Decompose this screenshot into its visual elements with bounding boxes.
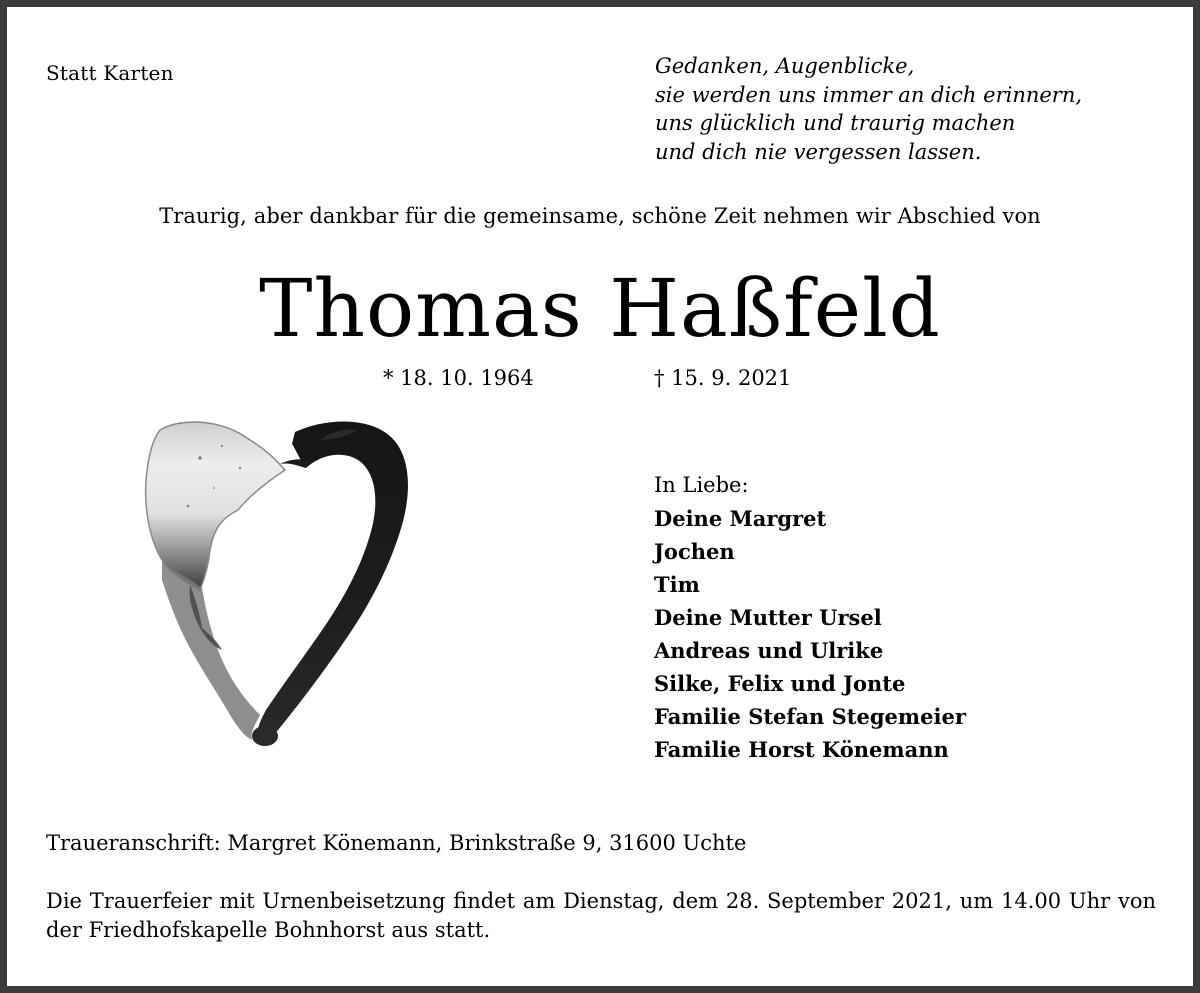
poem-line: uns glücklich und traurig machen bbox=[655, 111, 1016, 135]
mourner-name: Familie Horst Könemann bbox=[654, 737, 949, 762]
death-date: † 15. 9. 2021 bbox=[654, 366, 792, 390]
deceased-name: Thomas Haßfeld bbox=[259, 262, 941, 355]
intro-text: Traurig, aber dankbar für die gemeinsame, schöne Zeit nehmen wir Abschied von bbox=[159, 204, 1041, 228]
mourner-name: Andreas und Ulrike bbox=[654, 638, 884, 663]
mourners-intro: In Liebe: bbox=[654, 473, 749, 497]
mourning-address: Traueranschrift: Margret Könemann, Brinkstraße 9, 31600 Uchte bbox=[46, 831, 747, 855]
watercolor-heart-icon bbox=[130, 410, 430, 755]
poem-line: sie werden uns immer an dich erinnern, bbox=[655, 82, 1083, 107]
mourner-name: Jochen bbox=[654, 539, 735, 564]
poem bbox=[655, 52, 1082, 166]
mourner-name: Deine Margret bbox=[654, 506, 827, 531]
mourner-name: Familie Stefan Stegemeier bbox=[654, 704, 966, 729]
poem-line: Gedanken, Augenblicke, bbox=[655, 54, 915, 78]
poem-line: und dich nie vergessen lassen. bbox=[655, 139, 982, 164]
mourner-name: Deine Mutter Ursel bbox=[654, 605, 882, 630]
funeral-service-info: Die Trauerfeier mit Urnenbeisetzung findet am Dienstag, dem 28. September 2021, um 14.00 Uhr von der Friedhofskapelle Bohnhorst aus statt. bbox=[46, 889, 1156, 942]
mourners-list bbox=[654, 469, 966, 766]
birth-date: * 18. 10. 1964 bbox=[383, 366, 534, 390]
mourner-name: Tim bbox=[654, 572, 700, 597]
mourner-name: Silke, Felix und Jonte bbox=[654, 671, 906, 696]
statt-karten-label: Statt Karten bbox=[46, 61, 174, 85]
